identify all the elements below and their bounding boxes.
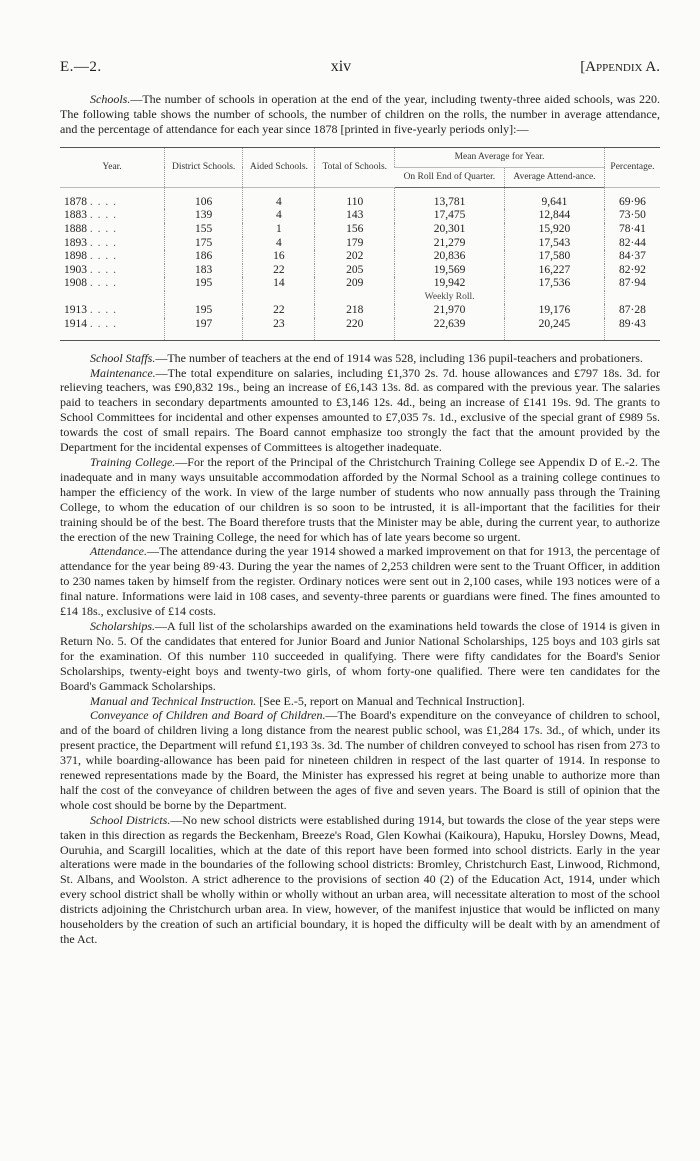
table-row xyxy=(60,209,660,223)
cell-district: 139 xyxy=(165,209,243,223)
cell-aided: 4 xyxy=(243,187,315,209)
cell-total: 218 xyxy=(315,304,395,318)
table-row xyxy=(60,291,660,305)
schools-table xyxy=(60,147,660,341)
leader-dots: . . . . xyxy=(89,318,117,331)
th-aided: Aided Schools. xyxy=(243,147,315,187)
th-year: Year. xyxy=(60,147,165,187)
cell-percentage: 87·28 xyxy=(604,304,660,318)
paragraph-text: —A full list of the scholarships awarded on the examinations held towards the close of 1914 is given in Return No. 5. Of the candidates that entered for Junior Board and Junior National Scholarships, 125 boys and 103 girls sat for the examination. Of this number 110 succeeded in qualifying. There were fifty candidates for the Board's Senior Scholarships, twenty-eight boys and twenty-two girls, of whom forty-one qualified. There were ten candidates for the Board's Gammack Scholarships. xyxy=(60,618,660,693)
paragraph-school-districts xyxy=(60,813,660,947)
th-mean: Mean Average for Year. xyxy=(395,147,605,167)
cell-percentage: 78·41 xyxy=(604,223,660,237)
cell-percentage: 82·44 xyxy=(604,237,660,251)
paragraph-heading: Scholarships. xyxy=(90,618,156,633)
leader-dots: . . . . xyxy=(89,263,117,276)
intro-heading: Schools. xyxy=(90,92,131,106)
page-number: xiv xyxy=(330,58,352,75)
table-row xyxy=(60,250,660,264)
th-average: Average Attend-ance. xyxy=(505,167,605,187)
cell-year: 1898 xyxy=(64,250,87,263)
table-head xyxy=(60,147,660,187)
paragraph-heading: School Districts. xyxy=(90,812,171,827)
cell-percentage: 87·94 xyxy=(604,277,660,291)
cell-aided: 22 xyxy=(243,264,315,278)
cell-district: 106 xyxy=(165,187,243,209)
cell-average: 15,920 xyxy=(505,223,605,237)
paragraph-heading: Manual and Technical Instruction. xyxy=(90,693,257,708)
cell-aided: 14 xyxy=(243,277,315,291)
cell-total: 220 xyxy=(315,318,395,340)
page xyxy=(60,58,660,947)
table-row xyxy=(60,277,660,291)
paragraph-maintenance xyxy=(60,366,660,455)
paragraph-heading: Training College. xyxy=(90,455,176,469)
cell-onroll: 21,279 xyxy=(395,237,505,251)
cell-year: 1914 xyxy=(64,318,87,331)
table-row xyxy=(60,187,660,209)
cell-total: 179 xyxy=(315,237,395,251)
table-row xyxy=(60,318,660,340)
cell-average: 20,245 xyxy=(505,318,605,340)
paragraph-text: —The attendance during the year 1914 showed a marked improvement on that for 1913, the percentage of attendance for the year being 89·43. During the year the names of 2,253 children were sent to the Truant Officer, in addition to 230 names taken by himself from the register. Ordinary notices were sent out in 2,100 cases, while 193 notices were of a final nature. Informations were laid in 108 cases, and seventy-three parents or guardians were fined. The fines amounted to £14 18s., exclusive of £14 costs. xyxy=(60,544,660,619)
cell-onroll: 13,781 xyxy=(395,187,505,209)
cell-onroll: 20,301 xyxy=(395,223,505,237)
cell-year: 1908 xyxy=(64,277,87,290)
cell-aided: 4 xyxy=(243,237,315,251)
paragraph-heading: School Staffs. xyxy=(90,350,156,365)
cell-district: 197 xyxy=(165,318,243,340)
leader-dots: . . . . xyxy=(89,304,117,317)
cell-onroll: 22,639 xyxy=(395,318,505,340)
leader-dots: . . . . xyxy=(89,195,117,208)
leader-dots: . . . . xyxy=(89,209,117,222)
cell-year: 1883 xyxy=(64,209,87,222)
paragraph-conveyance xyxy=(60,708,660,812)
intro-text: —The number of schools in operation at the end of the year, including twenty-three aided schools, was 220. The following table shows the number of schools, the number of children on the rolls, the number in average attendance, and the percentage of attendance for each year since 1878 [printed in five-yearly periods only]:— xyxy=(60,92,660,136)
cell-district: 195 xyxy=(165,304,243,318)
cell-aided: 22 xyxy=(243,304,315,318)
intro-paragraph xyxy=(60,92,660,137)
cell-average: 16,227 xyxy=(505,264,605,278)
cell-average: 17,543 xyxy=(505,237,605,251)
paragraph-heading: Attendance. xyxy=(90,544,147,559)
cell-onroll: 19,569 xyxy=(395,264,505,278)
header-left: E.—2. xyxy=(60,59,102,75)
paragraph-text: —The total expenditure on salaries, including £1,370 2s. 7d. house allowances and £797 18s. 3d. for relieving teachers, was £90,832 19s., being an increase of £6,143 13s. 8d. as compared with the previous year. The salaries paid to teachers in secondary departments amounted to £3,146 12s. 4d., being an increase of £141 19s. 9d. The grants to School Committees for incidental and other expenses amounted to £7,035 7s. 1d., exclusive of the special grant of £989 5s. towards the cost of small repairs. The Board cannot emphasize too strongly the fact that the amount provided by the Department for the incidental expenses of Committees is altogether inadequate. xyxy=(60,365,660,455)
th-percentage: Percentage. xyxy=(604,147,660,187)
paragraph-manual-technical xyxy=(60,694,660,709)
paragraph-text: —No new school districts were established during 1914, but towards the close of the year steps were taken in this direction as regards the Beckenham, Breeze's Road, Glen Kowhai (Kaikoura), Hapuku, Horsley Downs, Mead, Ouruhia, and Scargill localities, which at the date of this report have been formed into school districts. Early in the year alterations were made in the boundaries of the following school districts: Bromley, Christchurch East, Linwood, Richmond, St. Albans, and Woolston. A strict adherence to the provisions of section 40 (2) of the Education Act, 1914, under which every school district shall be wholly within or wholly without an urban area, will necessitate alteration to most of the school districts adjoining the Christchurch urban area. In view, however, of the manifest injustice that would be inflicted on many householders by the creation of such an artificial boundary, it is hoped the difficulty will be dealt with by an amendment of the Act. xyxy=(60,812,660,946)
cell-average: 19,176 xyxy=(505,304,605,318)
cell-total: 156 xyxy=(315,223,395,237)
th-district: District Schools. xyxy=(165,147,243,187)
cell-onroll: 20,836 xyxy=(395,250,505,264)
paragraph-text: —For the report of the Principal of the Christchurch Training College see Appendix D of E.-2. The inadequate and in many ways unsuitable accommodation afforded by the Normal School as a training college continues to hamper the efficiency of the work. In view of the large number of students who now annually pass through the Training College, to whom the education of our children is so soon to be intrusted, it is all-important that the facilities for their training should be of the best. The Board therefore trusts that the Minister may be able, during the current year, to authorize the erection of the new Training College, the need for which has of late years become so urgent. xyxy=(60,455,660,544)
cell-year: 1913 xyxy=(64,304,87,317)
leader-dots: . . . . xyxy=(89,250,117,263)
paragraph-heading: Maintenance. xyxy=(90,365,156,380)
weekly-roll-note: Weekly Roll. xyxy=(395,291,505,305)
cell-percentage: 89·43 xyxy=(604,318,660,340)
cell-onroll: 19,942 xyxy=(395,277,505,291)
table-row xyxy=(60,264,660,278)
cell-year: 1888 xyxy=(64,222,87,235)
cell-total: 209 xyxy=(315,277,395,291)
cell-total: 110 xyxy=(315,187,395,209)
table-row xyxy=(60,304,660,318)
paragraph-heading: Conveyance of Children and Board of Children. xyxy=(90,708,326,723)
cell-average: 9,641 xyxy=(505,187,605,209)
cell-year: 1903 xyxy=(64,263,87,276)
paragraph-attendance xyxy=(60,544,660,619)
cell-average: 17,536 xyxy=(505,277,605,291)
leader-dots: . . . . xyxy=(89,236,117,249)
cell-district: 175 xyxy=(165,237,243,251)
page-header xyxy=(60,58,660,76)
cell-aided: 16 xyxy=(243,250,315,264)
paragraph-text: [See E.-5, report on Manual and Technical Instruction]. xyxy=(256,693,525,708)
th-total: Total of Schools. xyxy=(315,147,395,187)
cell-aided: 23 xyxy=(243,318,315,340)
cell-district: 186 xyxy=(165,250,243,264)
cell-district: 195 xyxy=(165,277,243,291)
cell-district: 155 xyxy=(165,223,243,237)
cell-average: 12,844 xyxy=(505,209,605,223)
table-row xyxy=(60,237,660,251)
cell-onroll: 21,970 xyxy=(395,304,505,318)
cell-district: 183 xyxy=(165,264,243,278)
cell-aided: 4 xyxy=(243,209,315,223)
leader-dots: . . . . xyxy=(89,277,117,290)
table-row xyxy=(60,223,660,237)
cell-year: 1878 xyxy=(64,195,87,208)
cell-average: 17,580 xyxy=(505,250,605,264)
th-onroll: On Roll End of Quarter. xyxy=(395,167,505,187)
header-right: [Appendix A. xyxy=(580,59,660,75)
paragraph-scholarships xyxy=(60,619,660,694)
cell-percentage: 82·92 xyxy=(604,264,660,278)
cell-percentage: 84·37 xyxy=(604,250,660,264)
cell-aided: 1 xyxy=(243,223,315,237)
cell-percentage: 73·50 xyxy=(604,209,660,223)
cell-percentage: 69·96 xyxy=(604,187,660,209)
paragraph-school-staffs xyxy=(60,351,660,366)
cell-onroll: 17,475 xyxy=(395,209,505,223)
cell-total: 143 xyxy=(315,209,395,223)
paragraph-text: —The Board's expenditure on the conveyance of children to school, and of the board of children living a long distance from the nearest public school, was £1,284 17s. 3d., of which, under its present practice, the Department will refund £1,193 3s. 3d. The number of children conveyed to school has risen from 273 to 371, while boarding-allowance has been paid for nineteen children in respect of the last quarter of 1914. In response to renewed representations made by the Board, the Minister has expressed his regret at being unable to authorize more than half the cost of the conveyance of children between the ages of five and seven years. The Board is still of opinion that the whole cost should be borne by the Department. xyxy=(60,708,660,812)
table-body xyxy=(60,187,660,340)
paragraph-training-college xyxy=(60,455,660,544)
paragraph-text: —The number of teachers at the end of 1914 was 528, including 136 pupil-teachers and probationers. xyxy=(155,350,643,365)
cell-total: 202 xyxy=(315,250,395,264)
cell-year: 1893 xyxy=(64,236,87,249)
leader-dots: . . . . xyxy=(89,222,117,235)
cell-total: 205 xyxy=(315,264,395,278)
